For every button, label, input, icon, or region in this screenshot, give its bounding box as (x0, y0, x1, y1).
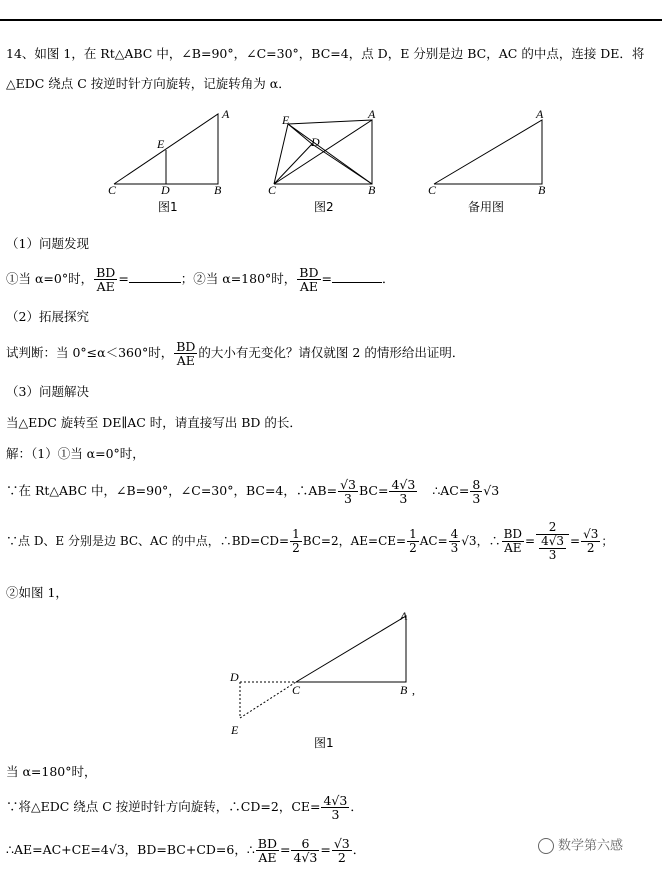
part3-heading: （3）问题解决 (6, 384, 89, 399)
part3-text: 当△EDC 旋转至 DE∥AC 时，请直接写出 BD 的长． (6, 415, 302, 430)
fig2-caption: 图2 (314, 200, 334, 214)
figure-1 (100, 108, 240, 218)
fig4-caption: 图1 (314, 736, 334, 750)
fig2-label-b: B (368, 183, 376, 197)
figure-spare (420, 108, 560, 218)
fig1-label-d: D (161, 183, 170, 197)
solution-intro: 解：（1）①当 α=0°时， (6, 446, 145, 461)
wechat-icon (538, 838, 554, 854)
problem-line-1: 14、如图 1，在 Rt△ABC 中，∠B=90°，∠C=30°，BC=4，点 D，E 分别是边 BC，AC 的中点，连接 DE．将 (6, 46, 645, 61)
fig1-caption: 图1 (158, 200, 178, 214)
fig4-label-c: C (292, 683, 301, 697)
solution-line-d: ∴AE=AC+CE=4√3，BD=BC+CD=6，∴ $\frac{BD}{AE}$ = $\frac{6}{4√3}$ = $\frac{√3}{2}$ ． (6, 836, 366, 865)
top-rule (0, 19, 662, 21)
fig2-label-c: C (268, 183, 277, 197)
fig1-label-c: C (108, 183, 117, 197)
solution-item2: ②如图 1， (6, 585, 68, 600)
fig2-label-e: E (282, 113, 290, 127)
part1-line: ①当 α=0°时， $\frac{BD}{AE}$ = ；②当 α=180°时， $\frac{BD}{AE}$ = ． (6, 265, 395, 294)
solution-line-b: ∵点 D、E 分别是边 BC、AC 的中点，∴BD=CD= $\frac{1}{2}$ BC=2，AE=CE= $\frac{1}{2}$ AC= $\frac{4}{3}$ √3，∴ $\frac{BD}{AE}$ = $\frac{2}{\frac{4√3}{3}}$ = $\frac{√3}{2}$ ； (6, 520, 614, 562)
fig3-caption: 备用图 (468, 200, 505, 214)
fig2-label-d: D (311, 135, 320, 149)
part1-heading: （1）问题发现 (6, 236, 89, 251)
fig3-label-c: C (428, 183, 437, 197)
fig1-label-b: B (214, 183, 222, 197)
part2-heading: （2）拓展探究 (6, 309, 89, 324)
fig2-label-a: A (368, 108, 376, 121)
fig3-label-b: B (538, 183, 546, 197)
fig4-label-a: A (400, 609, 408, 623)
fig1-label-a: A (222, 108, 230, 121)
fig4-label-d: D (230, 670, 239, 684)
answer-blank-1[interactable] (129, 282, 181, 283)
problem-line-2: △EDC 绕点 C 按逆时针方向旋转，记旋转角为 α． (6, 76, 291, 91)
part2-line: 试判断：当 0°≤α＜360°时， $\frac{BD}{AE}$ 的大小有无变化？请仅就图 2 的情形给出证明． (6, 339, 465, 368)
fig4-label-e: E (231, 723, 239, 737)
solution-line-c: ∵将△EDC 绕点 C 按逆时针方向旋转，∴CD=2，CE= $\frac{4√3}{3}$ ． (6, 793, 363, 822)
fig3-label-a: A (536, 108, 544, 121)
figure-solution (220, 604, 430, 754)
fig1-label-e: E (157, 137, 165, 151)
svg-text:,: , (412, 683, 415, 697)
solution-alpha180: 当 α=180°时， (6, 764, 97, 779)
watermark: 数学第六感 (538, 838, 623, 855)
solution-line-a: ∵在 Rt△ABC 中，∠B=90°，∠C=30°，BC=4，∴AB= $\frac{√3}{3}$ BC= $\frac{4√3}{3}$ ∴AC= $\frac{8}{3}$ √3 (6, 477, 500, 506)
figure-2 (260, 108, 390, 218)
answer-blank-2[interactable] (332, 282, 382, 283)
fig4-label-b: B (400, 683, 408, 697)
